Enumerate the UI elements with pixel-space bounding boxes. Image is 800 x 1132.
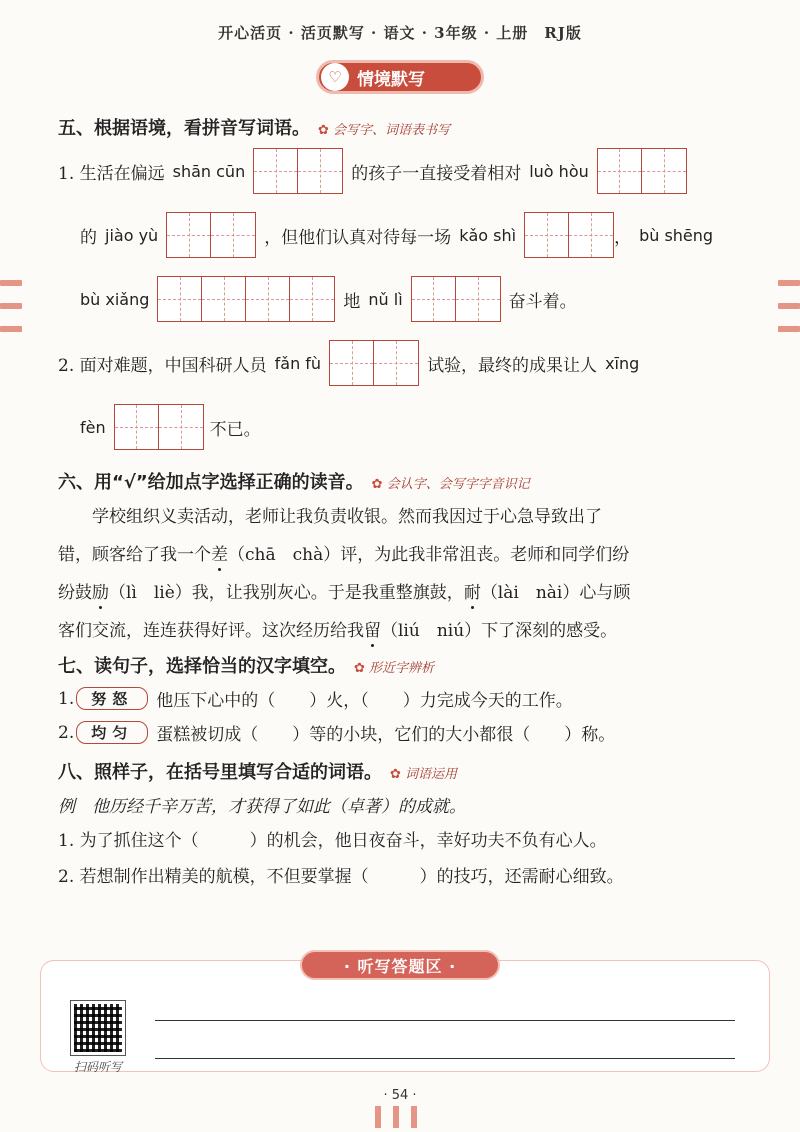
q5-1-line1: 1. 生活在偏远 shān cūn 的孩子一直接受着相对 luò hòu [58,148,687,194]
pinyin: luò hòu [529,161,589,181]
answer-grid-fanfu[interactable] [329,340,419,386]
section-7-tag: ✿ 形近字辨析 [354,661,434,676]
banner-label: 情境默写 [357,69,425,90]
q7-1: 1. 努怒 他压下心中的（ ）火，（ ）力完成今天的工作。 [58,688,573,711]
pinyin: shān cūn [172,161,246,181]
heart-icon: ♡ [321,63,349,91]
qr-code-icon[interactable] [70,1000,126,1056]
right-side-bars [778,280,800,349]
section-6-tag: ✿ 会认字、会写字字音识记 [372,477,530,492]
answer-grid-xingfen[interactable] [114,404,204,450]
section-7-title: 七、读句子，选择恰当的汉字填空。✿ 形近字辨析 [58,652,434,678]
page-number: · 54 · [383,1088,417,1103]
pinyin: fǎn fù [274,353,322,373]
left-side-bars [0,280,22,349]
answer-grid-shancun[interactable] [253,148,343,194]
section-5-title: 五、根据语境，看拼音写词语。✿ 会写字、词语表书写 [58,114,450,140]
q8-2[interactable]: 2. 若想制作出精美的航模，不但要掌握（ ）的技巧，还需耐心细致。 [58,867,624,887]
qr-label: 扫码听写 [73,1060,122,1074]
pinyin: bù shēng [639,225,714,245]
q8-example: 例 他历经千辛万苦，才获得了如此（卓著）的成就。 [58,797,466,817]
pinyin: jiào yù [105,225,159,245]
q5-1-line3: bù xiǎng 地 nǔ lì 奋斗着。 [80,276,577,322]
q5-1-line2: 的 jiào yù ，但他们认真对待每一场 kǎo shì ， bù shēng [80,212,721,258]
q7-2: 2. 均匀 蛋糕被切成（ ）等的小块，它们的大小都很（ ）称。 [58,722,616,745]
char-choice-box: 均匀 [76,721,148,744]
q8-1[interactable]: 1. 为了抓住这个（ ）的机会，他日夜奋斗，幸好功夫不负有心人。 [58,831,607,851]
answer-grid-jiaoyu[interactable] [166,212,256,258]
writing-line-2[interactable] [155,1058,735,1059]
pinyin: nǔ lì [368,289,403,309]
dotted-char: 励 [92,583,109,603]
section-8-title: 八、照样子，在括号里填写合适的词语。✿ 词语运用 [58,758,457,784]
pinyin: bù xiǎng [80,289,150,309]
section-6-title: 六、用“√”给加点字选择正确的读音。✿ 会认字、会写字字音识记 [58,468,530,494]
dotted-char: 差 [211,545,228,565]
bottom-bars [375,1106,417,1128]
q5-2-line1: 2. 面对难题，中国科研人员 fǎn fù 试验，最终的成果让人 xīng [58,340,647,386]
dotted-char: 留 [364,621,381,641]
char-choice-box: 努怒 [76,687,148,710]
section-5-tag: ✿ 会写字、词语表书写 [318,123,450,138]
section-6-paragraph: 学校组织义卖活动，老师让我负责收银。然而我因过于心急导致出了 错，顾客给了我一个差（chā chà）评，为此我非常沮丧。老师和同学们纷 纷鼓励（lì liè）我，让我别灰心。于是我重整旗鼓，耐（lài nài）心与顾 客们交流，连连获得好评。这次经历给我留（liú niú）下了深刻的感受。 [58,507,631,641]
q5-2-line2: fèn 不已。 [80,404,261,450]
pinyin: fèn [80,417,106,437]
page-header: 开心活页 · 活页默写 · 语文 · 3年级 · 上册 RJ版 [218,24,582,42]
pinyin: kǎo shì [459,225,517,245]
dotted-char: 耐 [463,583,481,603]
section-8-tag: ✿ 词语运用 [390,767,457,782]
answer-grid-nuli[interactable] [411,276,501,322]
writing-line-1[interactable] [155,1020,735,1021]
answer-grid-bushengbuxiang[interactable] [157,276,335,322]
pinyin: xīng [605,353,640,373]
section-banner [316,60,484,94]
answer-grid-kaoshi[interactable] [524,212,614,258]
dictation-banner: · 听写答题区 · [300,950,500,980]
answer-grid-luohou[interactable] [597,148,687,194]
